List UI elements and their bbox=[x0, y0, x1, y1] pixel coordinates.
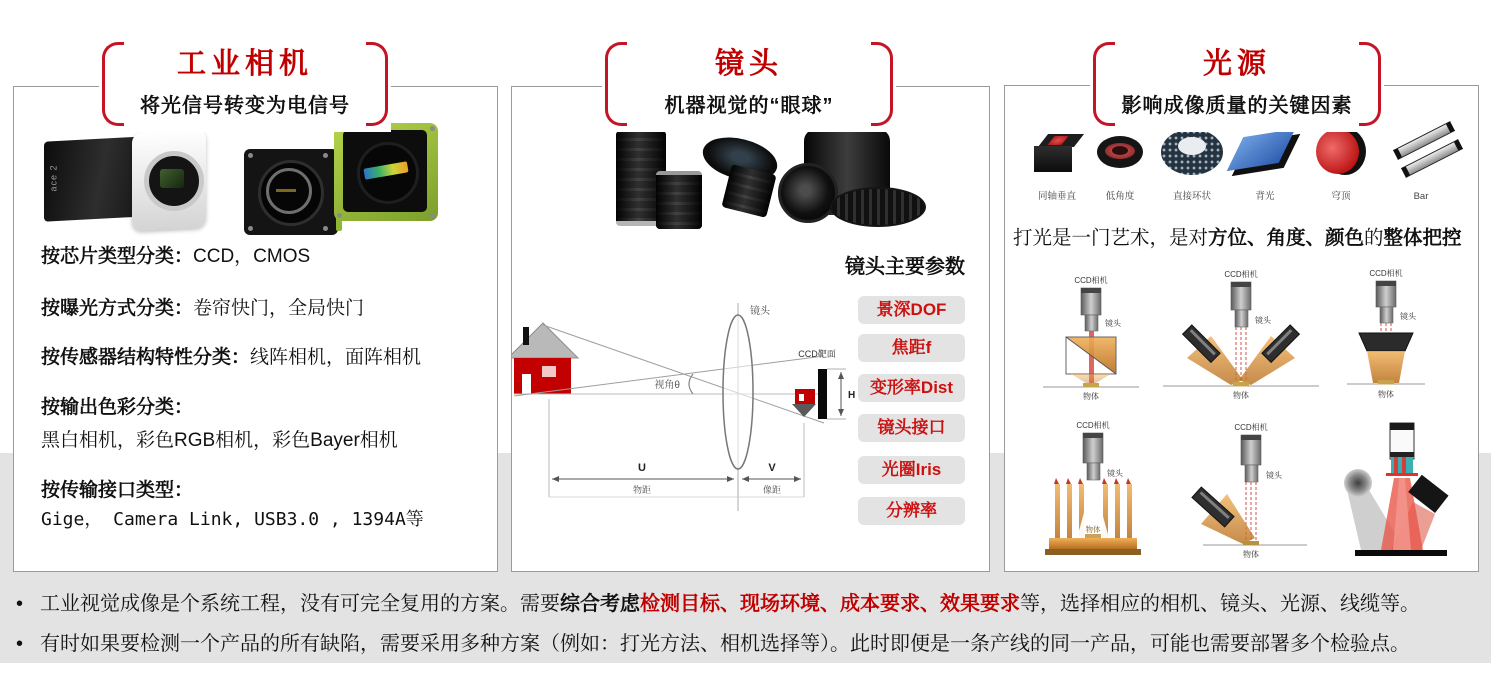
camera-right bbox=[334, 123, 438, 221]
screw-icon bbox=[430, 126, 435, 131]
bullet-icon: • bbox=[16, 633, 24, 655]
footer-bullet-2 bbox=[16, 627, 1476, 656]
camera-body bbox=[44, 136, 146, 221]
camera-sensor bbox=[160, 169, 184, 188]
screw-icon bbox=[430, 213, 435, 218]
classification-color-label bbox=[41, 392, 193, 419]
row-label: 按输出色彩分类： bbox=[41, 397, 194, 418]
ccd-camera-label: CCD相机 bbox=[1234, 423, 1268, 432]
footer-text: 有时如果要检测一个产品的所有缺陷，需要采用多种方案（例如：打光方法、相机选择等）。此时即便是一条产线的同一产品，可能也需要部署多个检验点。 bbox=[40, 633, 1410, 655]
camera-sensor-glint bbox=[276, 189, 296, 192]
bracket-right-icon bbox=[1359, 42, 1381, 126]
panel-subtitle: 影响成像质量的关键因素 bbox=[1121, 95, 1353, 117]
art-mid: 的 bbox=[1364, 227, 1384, 249]
art-pre: 打光是一门艺术，是对 bbox=[1013, 227, 1209, 249]
classification-chip bbox=[41, 241, 310, 268]
art-emphasis: 方位、角度、颜色 bbox=[1208, 227, 1365, 249]
classification-exposure bbox=[41, 293, 364, 320]
panel-subtitle: 机器视觉的“眼球” bbox=[664, 95, 834, 117]
ccd-camera-label: CCD相机 bbox=[1074, 276, 1108, 285]
panel-title: 光源 bbox=[1202, 48, 1271, 80]
diagram-backlight bbox=[1045, 420, 1141, 555]
object-label: 物体 bbox=[1243, 550, 1259, 559]
panel-title: 镜头 bbox=[714, 48, 783, 80]
header-lens bbox=[602, 36, 896, 132]
footer-text-bold: 综合考虑 bbox=[560, 593, 640, 615]
row-value: Gige， Camera Link, USB3.0 , 1394A等 bbox=[41, 509, 424, 530]
lens-label: 镜头 bbox=[1105, 319, 1121, 328]
screw-icon bbox=[248, 153, 253, 158]
ccd-camera-label: CCD相机 bbox=[1224, 270, 1258, 279]
panel-title: 工业相机 bbox=[176, 48, 313, 80]
classification-sensor-structure bbox=[41, 342, 421, 369]
footer-text: 等，选择相应的相机、镜头、光源、线缆等。 bbox=[1020, 593, 1420, 615]
diagram-coaxial bbox=[1043, 275, 1139, 401]
screw-icon bbox=[248, 226, 253, 231]
param-distortion: 变形率Dist bbox=[858, 374, 965, 402]
bracket-left-icon bbox=[605, 42, 627, 126]
v-label: V bbox=[768, 462, 776, 474]
lens-label: 镜头 bbox=[1400, 312, 1416, 321]
h-label: H bbox=[848, 390, 856, 401]
light-type-label: 背光 bbox=[1255, 191, 1275, 202]
image-distance-label: 像距 bbox=[762, 485, 782, 495]
row-value: CCD，CMOS bbox=[193, 246, 311, 267]
row-label: 按传感器结构特性分类： bbox=[41, 347, 251, 368]
camera-photo-pair bbox=[244, 123, 459, 241]
panel-lens bbox=[511, 86, 990, 572]
ccd-camera-label: CCD相机 bbox=[1076, 421, 1110, 430]
bracket-right-icon bbox=[366, 42, 388, 126]
light-type-label: 穹顶 bbox=[1331, 191, 1351, 202]
object-label: 物体 bbox=[1378, 390, 1394, 399]
screw-icon bbox=[323, 226, 328, 231]
camera-badge-text: ace 2 bbox=[48, 164, 59, 192]
light-type-label: 直接环状 bbox=[1172, 191, 1211, 202]
param-focal-length: 焦距f bbox=[858, 334, 965, 362]
lens-label: 镜头 bbox=[1266, 471, 1282, 480]
ccd-label: CCD靶面 bbox=[798, 349, 836, 359]
light-type-label: 同轴垂直 bbox=[1037, 191, 1076, 202]
lighting-diagrams bbox=[1005, 86, 1478, 571]
object-label: 物体 bbox=[1085, 525, 1101, 534]
footer-text-red: 检测目标、现场环境、成本要求、效果要求 bbox=[640, 593, 1020, 615]
object-distance-label: 物距 bbox=[632, 485, 652, 495]
bullet-icon: • bbox=[16, 593, 24, 615]
row-value: 卷帘快门，全局快门 bbox=[193, 298, 365, 319]
lens-params-title: 镜头主要参数 bbox=[845, 256, 965, 278]
classification-interface-value bbox=[41, 505, 424, 531]
camera-photo-basler bbox=[44, 127, 214, 237]
bracket-left-icon bbox=[102, 42, 124, 126]
diagram-dual-bar bbox=[1163, 269, 1319, 400]
footer-bullet-1 bbox=[16, 587, 1476, 616]
lens-label: 镜头 bbox=[1255, 316, 1271, 325]
screw-icon bbox=[337, 213, 342, 218]
row-label: 按曝光方式分类： bbox=[41, 298, 194, 319]
row-label: 按传输接口类型： bbox=[41, 480, 194, 501]
ccd-camera-label: CCD相机 bbox=[1369, 269, 1403, 278]
param-resolution: 分辨率 bbox=[858, 497, 965, 525]
lens-label: 镜头 bbox=[1107, 469, 1123, 478]
angle-label: 视角θ bbox=[654, 380, 680, 391]
classification-color-value bbox=[41, 425, 398, 452]
light-type-label: 低角度 bbox=[1105, 191, 1135, 202]
panel-light-source bbox=[1004, 85, 1479, 572]
object-label: 物体 bbox=[1083, 392, 1099, 401]
row-label: 按芯片类型分类： bbox=[41, 246, 194, 267]
lens-label: 镜头 bbox=[750, 306, 770, 317]
art-emphasis: 整体把控 bbox=[1383, 227, 1462, 249]
diagram-laser bbox=[1344, 423, 1449, 556]
footer-text: 工业视觉成像是个系统工程，没有可完全复用的方案。需要 bbox=[40, 593, 560, 615]
bracket-right-icon bbox=[871, 42, 893, 126]
panel-subtitle: 将光信号转变为电信号 bbox=[140, 95, 350, 117]
param-dof: 景深DOF bbox=[858, 296, 965, 324]
diagram-single-bar bbox=[1192, 422, 1307, 559]
header-industrial-camera bbox=[99, 36, 391, 132]
bracket-left-icon bbox=[1093, 42, 1115, 126]
light-type-label: Bar bbox=[1413, 191, 1429, 202]
screw-icon bbox=[323, 153, 328, 158]
panel-industrial-camera bbox=[13, 86, 498, 572]
header-light-source bbox=[1090, 36, 1384, 132]
object-label: 物体 bbox=[1233, 391, 1249, 400]
camera-left bbox=[244, 149, 338, 235]
row-value: 线阵相机，面阵相机 bbox=[250, 347, 422, 368]
param-iris: 光圈Iris bbox=[858, 456, 965, 484]
param-mount: 镜头接口 bbox=[858, 414, 965, 442]
lens-optics-diagram bbox=[512, 87, 989, 571]
classification-interface-label bbox=[41, 475, 193, 502]
row-value: 黑白相机，彩色RGB相机，彩色Bayer相机 bbox=[41, 430, 398, 451]
u-label: U bbox=[638, 462, 646, 474]
diagram-ring bbox=[1347, 268, 1425, 399]
